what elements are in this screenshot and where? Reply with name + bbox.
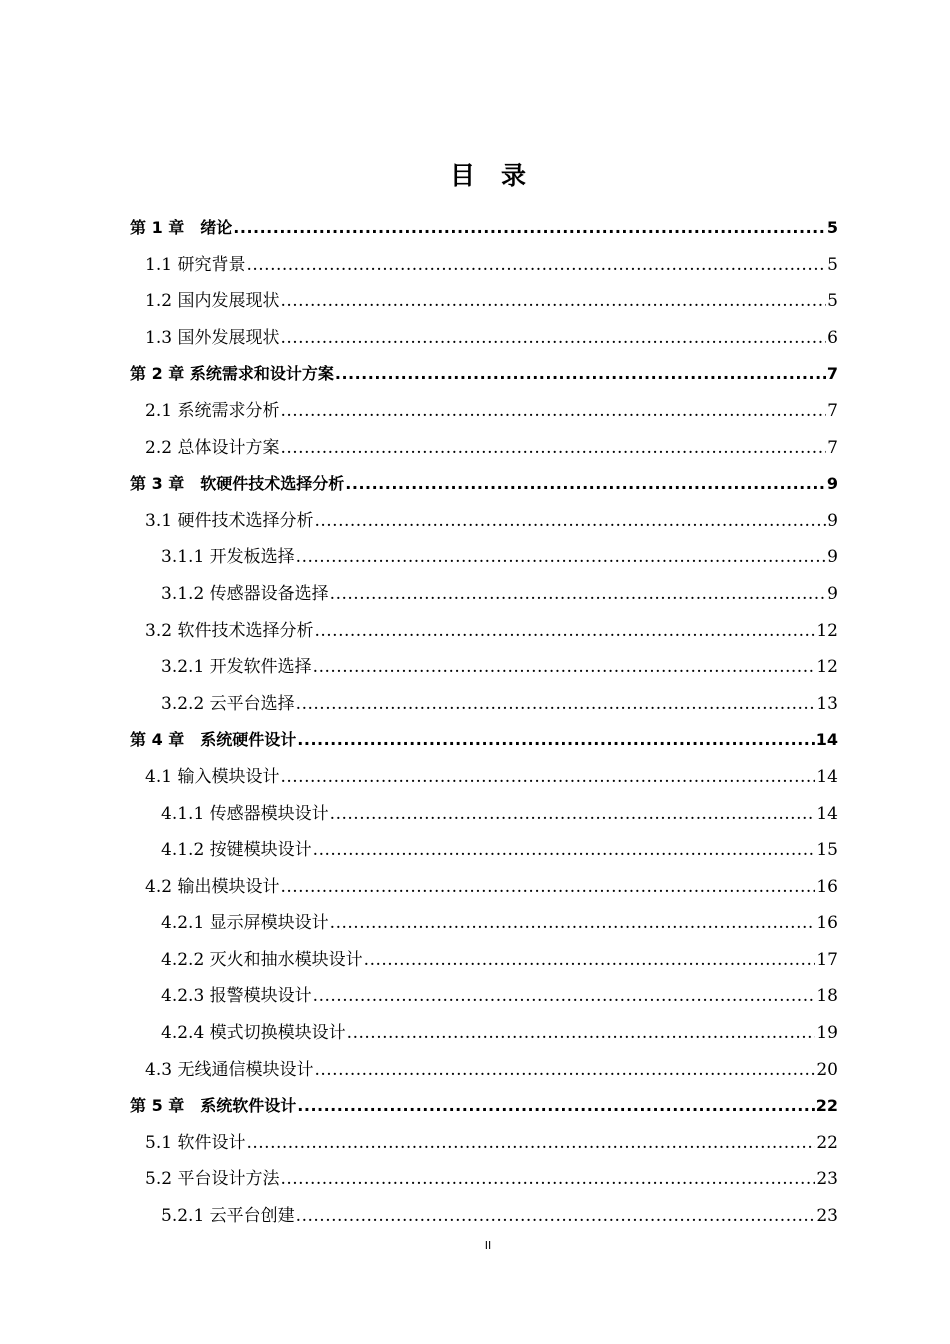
toc-entry-label: 4.2.1 显示屏模块设计 (161, 913, 329, 934)
toc-entry[interactable] (130, 1088, 838, 1125)
toc-entry-label: 3.2.2 云平台选择 (161, 693, 295, 714)
toc-dot-leader (313, 649, 816, 686)
toc-dot-leader (330, 905, 816, 942)
toc-entry-page: 5 (826, 218, 838, 237)
toc-entry-label: 第 2 章 系统需求和设计方案 (130, 364, 334, 384)
toc-dot-leader (296, 539, 827, 576)
toc-entry-label: 3.2 软件技术选择分析 (145, 620, 314, 641)
toc-dot-leader (280, 430, 826, 467)
toc-entry-page: 22 (816, 1132, 838, 1153)
toc-entry-label: 4.1.1 传感器模块设计 (161, 803, 329, 824)
toc-entry[interactable] (130, 759, 838, 796)
toc-entry-page: 22 (815, 1096, 838, 1116)
toc-entry-page: 6 (827, 327, 838, 348)
toc-entry[interactable] (130, 613, 838, 650)
toc-entry[interactable] (130, 283, 838, 320)
toc-entry[interactable] (130, 210, 838, 247)
toc-entry-page: 14 (815, 730, 838, 750)
toc-entry[interactable] (130, 905, 838, 942)
table-of-contents (130, 210, 838, 1235)
toc-dot-leader (296, 686, 816, 723)
toc-dot-leader (335, 356, 826, 393)
toc-dot-leader (246, 1125, 815, 1162)
toc-entry-label: 4.2 输出模块设计 (145, 876, 280, 897)
toc-entry-page: 9 (827, 583, 838, 604)
toc-entry-label: 4.2.4 模式切换模块设计 (161, 1023, 346, 1044)
toc-entry[interactable] (130, 503, 838, 540)
toc-entry-label: 3.1 硬件技术选择分析 (145, 510, 314, 531)
toc-entry[interactable] (130, 466, 838, 503)
toc-entry-page: 7 (827, 437, 838, 458)
toc-dot-leader (233, 210, 826, 247)
toc-entry[interactable] (130, 247, 838, 284)
toc-entry-page: 18 (816, 986, 838, 1007)
toc-title: 目录 (449, 161, 552, 190)
toc-dot-leader (297, 722, 814, 759)
toc-dot-leader (280, 759, 815, 796)
toc-entry-page: 20 (816, 1059, 838, 1080)
toc-entry-page: 9 (826, 474, 838, 494)
toc-entry[interactable] (130, 722, 838, 759)
toc-entry[interactable] (130, 978, 838, 1015)
toc-entry[interactable] (130, 686, 838, 723)
page-number: II (484, 1239, 492, 1252)
toc-entry[interactable] (130, 796, 838, 833)
toc-entry-page: 14 (816, 766, 838, 787)
toc-dot-leader (280, 1161, 815, 1198)
toc-entry-label: 4.1.2 按键模块设计 (161, 840, 312, 861)
toc-dot-leader (314, 613, 815, 650)
toc-dot-leader (313, 832, 816, 869)
toc-entry-page: 15 (816, 840, 838, 861)
toc-entry-label: 2.1 系统需求分析 (145, 400, 280, 421)
toc-entry[interactable] (130, 539, 838, 576)
toc-entry-label: 第 1 章 绪论 (130, 218, 233, 237)
toc-entry[interactable] (130, 393, 838, 430)
toc-entry-label: 1.2 国内发展现状 (145, 291, 280, 312)
toc-dot-leader (280, 320, 826, 357)
toc-entry-label: 4.1 输入模块设计 (145, 766, 280, 787)
toc-dot-leader (364, 942, 816, 979)
toc-entry-page: 16 (816, 913, 838, 934)
toc-entry-label: 2.2 总体设计方案 (145, 437, 280, 458)
toc-entry-page: 9 (827, 547, 838, 568)
toc-entry[interactable] (130, 869, 838, 906)
toc-entry-page: 12 (816, 657, 838, 678)
toc-entry-label: 3.1.1 开发板选择 (161, 547, 295, 568)
toc-entry-page: 14 (816, 803, 838, 824)
toc-entry-label: 第 5 章 系统软件设计 (130, 1096, 297, 1116)
toc-entry-label: 5.2.1 云平台创建 (161, 1206, 295, 1227)
toc-entry-page: 7 (827, 400, 838, 421)
toc-dot-leader (296, 1198, 816, 1235)
toc-entry[interactable] (130, 649, 838, 686)
toc-entry-page: 5 (827, 254, 838, 275)
toc-entry[interactable] (130, 430, 838, 467)
toc-dot-leader (345, 466, 826, 503)
toc-dot-leader (246, 247, 826, 284)
toc-entry-label: 第 4 章 系统硬件设计 (130, 730, 297, 750)
toc-dot-leader (280, 869, 815, 906)
toc-entry-label: 4.2.2 灭火和抽水模块设计 (161, 949, 363, 970)
toc-dot-leader (330, 796, 816, 833)
toc-entry-page: 19 (816, 1023, 838, 1044)
toc-entry-label: 3.2.1 开发软件选择 (161, 657, 312, 678)
toc-entry-page: 23 (816, 1206, 838, 1227)
toc-entry[interactable] (130, 1125, 838, 1162)
toc-entry[interactable] (130, 1052, 838, 1089)
toc-entry-page: 5 (827, 291, 838, 312)
toc-entry-label: 5.1 软件设计 (145, 1132, 246, 1153)
toc-dot-leader (314, 503, 826, 540)
toc-entry-label: 4.3 无线通信模块设计 (145, 1059, 314, 1080)
toc-entry[interactable] (130, 1198, 838, 1235)
toc-entry-page: 9 (827, 510, 838, 531)
toc-dot-leader (330, 576, 827, 613)
toc-entry-label: 1.3 国外发展现状 (145, 327, 280, 348)
toc-entry[interactable] (130, 576, 838, 613)
toc-entry-label: 3.1.2 传感器设备选择 (161, 583, 329, 604)
toc-entry-page: 23 (816, 1169, 838, 1190)
toc-dot-leader (347, 1015, 816, 1052)
toc-entry-label: 5.2 平台设计方法 (145, 1169, 280, 1190)
toc-entry-page: 17 (816, 949, 838, 970)
toc-entry[interactable] (130, 832, 838, 869)
toc-entry-label: 1.1 研究背景 (145, 254, 246, 275)
toc-dot-leader (314, 1052, 815, 1089)
toc-dot-leader (280, 283, 826, 320)
toc-entry-page: 12 (816, 620, 838, 641)
toc-entry-page: 13 (816, 693, 838, 714)
toc-entry-page: 16 (816, 876, 838, 897)
toc-entry-page: 7 (826, 364, 838, 384)
toc-dot-leader (297, 1088, 814, 1125)
toc-dot-leader (313, 978, 816, 1015)
toc-entry-label: 第 3 章 软硬件技术选择分析 (130, 474, 345, 494)
toc-entry[interactable] (130, 942, 838, 979)
toc-entry[interactable] (130, 1161, 838, 1198)
toc-dot-leader (280, 393, 826, 430)
toc-entry[interactable] (130, 356, 838, 393)
toc-entry-label: 4.2.3 报警模块设计 (161, 986, 312, 1007)
toc-entry[interactable] (130, 1015, 838, 1052)
toc-entry[interactable] (130, 320, 838, 357)
